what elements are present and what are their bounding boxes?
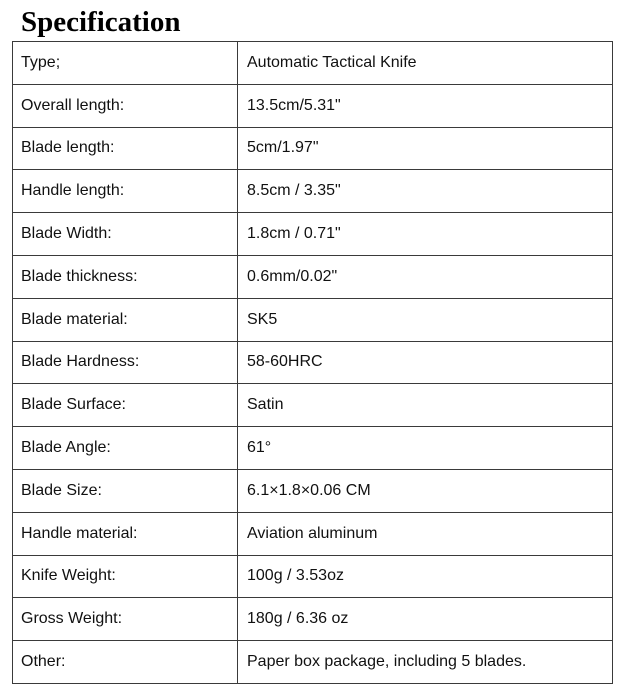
spec-label: Blade Size:: [13, 469, 238, 512]
table-row: [13, 213, 613, 256]
spec-label: Type;: [13, 42, 238, 85]
specification-table: [12, 41, 613, 684]
table-row: [13, 469, 613, 512]
spec-value: Paper box package, including 5 blades.: [238, 641, 613, 684]
table-row: [13, 84, 613, 127]
table-row: [13, 255, 613, 298]
table-row: [13, 170, 613, 213]
table-row: [13, 341, 613, 384]
spec-value: 5cm/1.97": [238, 127, 613, 170]
spec-label: Handle length:: [13, 170, 238, 213]
spec-value: 100g / 3.53oz: [238, 555, 613, 598]
table-row: [13, 298, 613, 341]
spec-label: Blade material:: [13, 298, 238, 341]
spec-label: Blade length:: [13, 127, 238, 170]
spec-label: Gross Weight:: [13, 598, 238, 641]
spec-label: Knife Weight:: [13, 555, 238, 598]
spec-value: Aviation aluminum: [238, 512, 613, 555]
table-row: [13, 512, 613, 555]
spec-value: 1.8cm / 0.71": [238, 213, 613, 256]
table-row: [13, 641, 613, 684]
spec-label: Blade Hardness:: [13, 341, 238, 384]
table-row: [13, 127, 613, 170]
page-title: Specification: [21, 6, 181, 38]
spec-value: 6.1×1.8×0.06 CM: [238, 469, 613, 512]
spec-label: Blade Angle:: [13, 427, 238, 470]
spec-value: 180g / 6.36 oz: [238, 598, 613, 641]
spec-label: Handle material:: [13, 512, 238, 555]
table-row: [13, 555, 613, 598]
spec-value: 58-60HRC: [238, 341, 613, 384]
spec-value: 61°: [238, 427, 613, 470]
spec-value: Satin: [238, 384, 613, 427]
spec-label: Other:: [13, 641, 238, 684]
spec-value: 0.6mm/0.02": [238, 255, 613, 298]
spec-value: 13.5cm/5.31": [238, 84, 613, 127]
spec-value: 8.5cm / 3.35": [238, 170, 613, 213]
spec-label: Overall length:: [13, 84, 238, 127]
spec-label: Blade Width:: [13, 213, 238, 256]
table-row: [13, 42, 613, 85]
table-row: [13, 384, 613, 427]
spec-value: SK5: [238, 298, 613, 341]
spec-label: Blade Surface:: [13, 384, 238, 427]
spec-label: Blade thickness:: [13, 255, 238, 298]
table-row: [13, 427, 613, 470]
table-row: [13, 598, 613, 641]
spec-value: Automatic Tactical Knife: [238, 42, 613, 85]
